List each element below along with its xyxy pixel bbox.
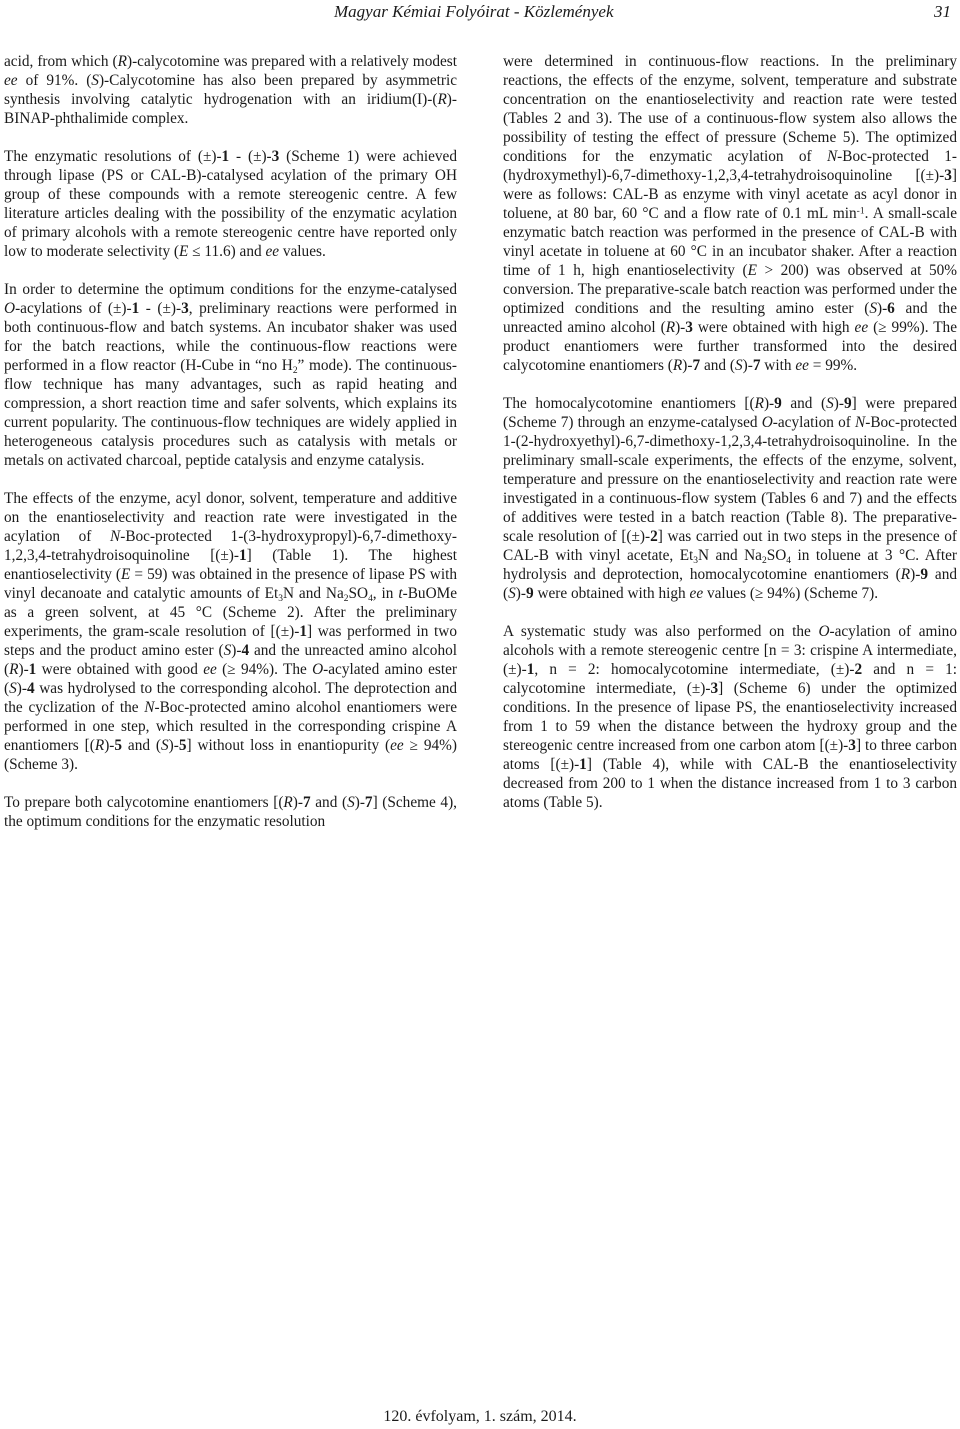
page-number: 31 bbox=[934, 2, 951, 21]
journal-title: Magyar Kémiai Folyóirat - Közlemények bbox=[334, 2, 614, 21]
paragraph: were determined in continuous-flow reactions. In the preliminary reactions, the effects of the enzyme, solvent, temperature and substrate concentration on the enantioselectivity and reaction rate were tested (Tables 2 and 3). The use of a continuous-flow system also allows the possibility of testing the effect of pressure (Scheme 5). The optimized conditions for the enzymatic acylation of N-Boc-protected 1-(hydroxymethyl)-6,7-dimethoxy-1,2,3,4-tetrahydroisoquinoline [(±)-3] were as follows: CAL-B as enzyme with vinyl acetate as acyl donor in toluene, at 80 bar, 60 °C and a flow rate of 0.1 mL $\min^{-1}$. A small-scale enzymatic batch reaction was performed in the presence of CAL-B with vinyl acetate in toluene at 60 °C in an incubator shaker. After a reaction time of 1 h, high enantioselectivity (E > 200) was observed at 50% conversion. The preparative-scale batch reaction was performed under the optimized conditions and the resulting amino ester (S)-6 and the unreacted amino alcohol (R)-3 were obtained with high ee (≥ 99%). The product enantiomers were further transformed into the desired calycotomine enantiomers (R)-7 and (S)-7 with ee = 99%. bbox=[503, 53, 958, 374]
paragraph: A systematic study was also performed on the O-acylation of amino alcohols with a remote stereogenic centre [n = 3: crispine A intermediate, (±)-1, n = 2: homocalycotomine intermediate, (±)-2 and n = 1: calycotomine intermediate, (±)-3] (Scheme 6) under the optimized conditions. In the presence of lipase PS, the enantioselectivity increased from 1 to 59 when the distance between the hydroxy group and the stereogenic centre increased from one carbon atom [(±)-3] to three carbon atoms [(±)-1] (Table 4), while with CAL-B the enantioselectivity decreased from 200 to 1 when the distance increased from 1 to 3 carbon atoms (Table 5). bbox=[503, 623, 958, 811]
running-header bbox=[0, 0, 960, 30]
paragraph: In order to determine the optimum conditions for the enzyme-catalysed O-acylations of (±)-1 - (±)-3, preliminary reactions were performed in both continuous-flow and batch systems. An incubator shaker was used for the batch reactions, while the continuous-flow reactions were performed in a flow reactor (H-Cube in “no $H_2$” mode). The continuous-flow technique has many advantages, such as rapid heating and compression, a short reaction time and safer solvents, which explains its current popularity. The continuous-flow techniques are widely applied in heterogeneous catalysis procedures such as catalysis with metals or metals on activated charcoal, peptide catalysis and enzyme catalysis. bbox=[4, 281, 458, 469]
issue-footer: 120. évfolyam, 1. szám, 2014. bbox=[383, 1408, 577, 1425]
right-column bbox=[503, 52, 957, 831]
paragraph: The effects of the enzyme, acyl donor, solvent, temperature and additive on the enantioselectivity and reaction rate were investigated in the acylation of N-Boc-protected 1-(3-hydroxypropyl)-6,7-dimethoxy-1,2,3,4-tetrahydroisoquinoline [(±)-1] (Table 1). The highest enantioselectivity (E = 59) was obtained in the presence of lipase PS with vinyl decanoate and catalytic amounts of $Et_3N$ and $Na_2SO_4$, in t-BuOMe as a green solvent, at 45 °C (Scheme 2). After the preliminary experiments, the gram-scale resolution of [(±)-1] was performed in two steps and the product amino ester (S)-4 and the unreacted amino alcohol (R)-1 were obtained with good ee (≥ 94%). The O-acylated amino ester (S)-4 was hydrolysed to the corresponding alcohol. The deprotection and the cyclization of the N-Boc-protected amino alcohol enantiomers were performed in one step, which resulted in the corresponding crispine A enantiomers [(R)-5 and (S)-5] without loss in enantiopurity (ee ≥ 94%) (Scheme 3). bbox=[4, 490, 458, 773]
paragraph: To prepare both calycotomine enantiomers [(R)-7 and (S)-7] (Scheme 4), the optimum conditions for the enzymatic resolution bbox=[4, 794, 457, 830]
left-column bbox=[4, 52, 457, 850]
paragraph: acid, from which (R)-calycotomine was prepared with a relatively modest ee of 91%. (S)-Calycotomine has also been prepared by asymmetric synthesis involving catalytic hydrogenation with an iridium(I)-(R)-BINAP-phthalimide complex. bbox=[4, 53, 457, 127]
paragraph: The enzymatic resolutions of (±)-1 - (±)-3 (Scheme 1) were achieved through lipase (PS or CAL-B)-catalysed acylation of the primary OH group of these compounds with a remote stereogenic centre. A few literature articles dealing with the possibility of the enzymatic acylation of primary alcohols with a remote stereogenic centre have reported only low to moderate selectivity (E ≤ 11.6) and ee values. bbox=[4, 148, 457, 260]
paragraph: The homocalycotomine enantiomers [(R)-9 and (S)-9] were prepared (Scheme 7) through an enzyme-catalysed O-acylation of N-Boc-protected 1-(2-hydroxyethyl)-6,7-dimethoxy-1,2,3,4-tetrahydroisoquinoline. In the preliminary small-scale experiments, the effects of the enzyme, solvent, temperature and pressure on the enantioselectivity and reaction rate were investigated in a continuous-flow system (Tables 6 and 7) and the effects of additives were tested in a batch reaction (Table 8). The preparative-scale resolution of [(±)-2] was carried out in two steps in the presence of CAL-B with vinyl acetate, $Et_3N$ and $Na_2SO_4$ in toluene at 3 °C. After hydrolysis and deprotection, homocalycotomine enantiomers (R)-9 and (S)-9 were obtained with high ee values (≥ 94%) (Scheme 7). bbox=[503, 395, 957, 602]
